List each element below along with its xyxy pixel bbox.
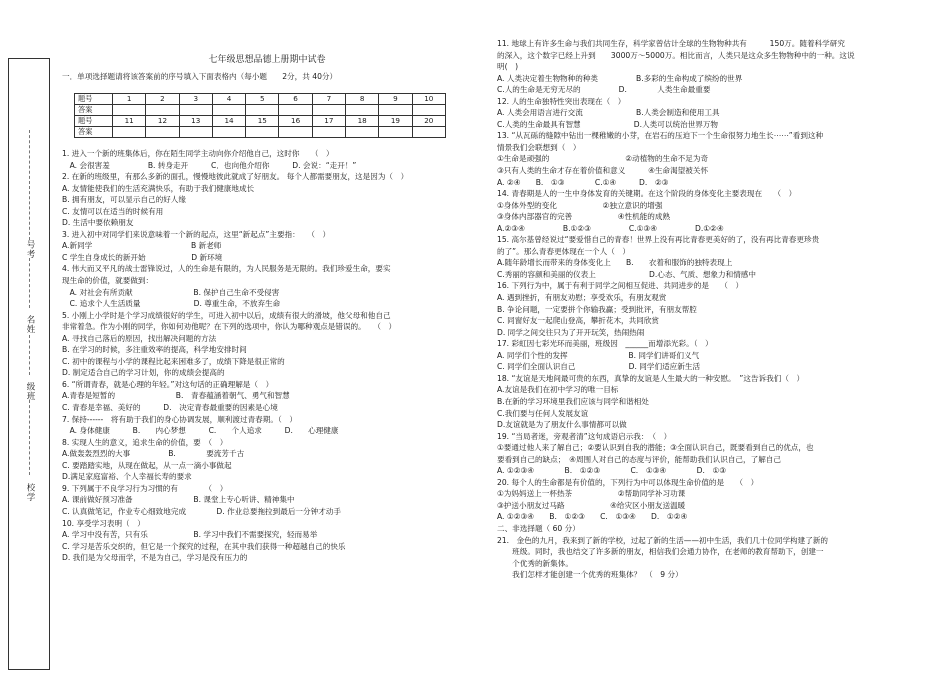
- question-line: A.友谊是我们在初中学习的唯一目标: [497, 385, 619, 395]
- question-line: C.我们要与任何人发展友谊: [497, 408, 589, 418]
- question-line: 19. “当局者迷，旁观者清”这句成语启示我： （ ）: [497, 431, 672, 441]
- answer-cell[interactable]: [212, 105, 245, 116]
- question-number-cell: 14: [212, 116, 245, 127]
- answer-cell[interactable]: [179, 105, 212, 116]
- table-row-label: 题号: [75, 116, 113, 127]
- question-line: D. 制定适合自己的学习计划，你的成绩会提高的: [62, 368, 225, 378]
- question-line: 7. 保持------ 将有助于我们的身心协调发展，顺利渡过青春期。（ ）: [62, 414, 297, 424]
- table-row-label: 答案: [75, 127, 113, 138]
- answer-cell[interactable]: [146, 127, 179, 138]
- question-line: A. 会很害羞 B. 转身走开 C．也向他介绍你 D. 会说：“走开！”: [62, 160, 357, 170]
- question-line: 14. 青春期是人的一生中身体发育的关键期。在这个阶段的身体变化主要表现在 （ ）: [497, 189, 797, 199]
- question-line: B. 争论问题，一定要拼个你输我赢；受到批评，有朋友帮腔: [497, 304, 697, 314]
- binding-label-class: 级班: [25, 382, 35, 401]
- question-number-cell: 17: [312, 116, 345, 127]
- question-line: 的深入，这个数字已经上升到 3000万～5000万。相比而言，人类只是这众多生物物种中的一种。这说: [497, 50, 855, 60]
- question-number-cell: 6: [279, 94, 312, 105]
- question-line: C.人类的生命最具有智慧 D.人类可以统治世界万物: [497, 119, 719, 129]
- dashed-seal-line: [29, 258, 30, 308]
- question-line: C. 学习是苦乐交织的，但它是一个探究的过程，在其中我们获得一种超越自己的快乐: [62, 541, 346, 551]
- question-number-cell: 1: [113, 94, 146, 105]
- question-line: D. 生活中要依赖朋友: [62, 218, 134, 228]
- question-line: 15. 高尔基曾经说过“要爱惜自己的青春！世界上没有再比青春更美好的了，没有再比青春更珍贵: [497, 235, 820, 245]
- question-line: 8. 实现人生的意义，追求生命的价值，要 （ ）: [62, 437, 228, 447]
- dashed-seal-line: [29, 130, 30, 240]
- question-line: 我们怎样才能创建一个优秀的班集体？ （ 9 分）: [497, 570, 683, 580]
- question-number-cell: 19: [379, 116, 412, 127]
- question-line: 18. “友谊是天地间最可贵的东西，真挚的友谊是人生最大的一种安慰。 ”这告诉我们（ ）: [497, 373, 805, 383]
- question-line: 12. 人的生命独特性突出表现在（ ）: [497, 96, 626, 106]
- question-line: ③只有人类的生命才存在着价值和意义 ④生命渴望被关怀: [497, 166, 709, 176]
- question-number-cell: 7: [312, 94, 345, 105]
- dashed-seal-line: [29, 335, 30, 375]
- question-line: A. ①②③④ B. ①②③ C. ①③④ D. ①③: [497, 466, 727, 476]
- question-line: A. 同学们个性的发挥 B. 同学们讲哥们义气: [497, 350, 700, 360]
- question-line: 20. 每个人的生命都是有价值的，下列行为中可以体现生命价值的是 （ ）: [497, 477, 759, 487]
- question-line: 21. 金色的九月，我来到了新的学校，过起了新的生活——初中生活，我们几十位同学构建了新的: [497, 535, 829, 545]
- question-line: C. 同学们全面认识自己 D. 同学们适应新生活: [497, 362, 701, 372]
- question-line: 个优秀的新集体。: [497, 558, 573, 568]
- question-number-cell: 3: [179, 94, 212, 105]
- question-line: A. 寻找自己落后的原因，找出解决问题的方法: [62, 333, 217, 343]
- section-one-title: 一．单项选择题请将该答案前的序号填入下面表格内（每小题 2分，共 40分）: [62, 72, 338, 81]
- question-line: 非常着急。作为小刚的同学，你如何劝他呢？在下列的选项中，你认为哪种观点是错误的。 （ ）: [62, 322, 397, 332]
- answer-cell[interactable]: [246, 105, 279, 116]
- question-number-cell: 10: [412, 94, 445, 105]
- question-line: D. 我们是为父母而学，不是为自己，学习是没有压力的: [62, 553, 248, 563]
- question-line: 1. 进入一个新的班集体后，你在陌生同学主动向你介绍他自己，这时你 （ ）: [62, 149, 334, 158]
- question-line: C.人的生命是无穷无尽的 D. 人类生命最重要: [497, 85, 711, 95]
- question-line: D. 同学之间交往只为了开开玩笑，热闹热闹: [497, 327, 645, 337]
- question-number-cell: 16: [279, 116, 312, 127]
- question-line: 11. 地球上有许多生命与我们共同生存，科学家曾估计全球的生物物种共有 150万。随着科学研究: [497, 39, 845, 48]
- question-line: 2. 在新的班级里，有那么多新的面孔，慢慢地彼此就成了好朋友。 每个人都需要朋友，这是因为（ ）: [62, 172, 409, 182]
- question-number-cell: 13: [179, 116, 212, 127]
- left-question-list: [62, 148, 472, 564]
- question-line: 9. 下列属于不良学习行为习惯的有 （ ）: [62, 483, 228, 493]
- binding-label-name: 名姓: [25, 315, 35, 334]
- question-line: A.新同学 B 新老师: [62, 241, 222, 251]
- question-line: D.友谊就是为了朋友什么事情都可以做: [497, 420, 627, 430]
- question-line: C. 友情可以在适当的时候有用: [62, 206, 164, 216]
- answer-cell[interactable]: [346, 105, 379, 116]
- question-line: 13. “从瓦砾的缝隙中钻出一棵稚嫩的小芽，在岩石的压迫下一个生命很努力地生长⋯⋯”看到这种: [497, 131, 824, 141]
- question-number-cell: 20: [412, 116, 445, 127]
- question-line: B.在新的学习环境里我们应该与同学和谐相处: [497, 396, 649, 406]
- question-number-cell: 18: [346, 116, 379, 127]
- question-line: 10. 享受学习表明（ ）: [62, 518, 145, 528]
- question-line: 情景我们会联想到（ ）: [497, 142, 581, 152]
- question-line: A.做轰轰烈烈的大事 B. 要流芳千古: [62, 449, 245, 459]
- answer-cell[interactable]: [113, 105, 146, 116]
- question-line: ①要通过他人来了解自己；②要认识到自我的潜能；③全面认识自己，既要看到自己的优点，也: [497, 443, 814, 453]
- binding-label-school: 校学: [25, 483, 35, 502]
- question-number-cell: 9: [379, 94, 412, 105]
- question-line: 4. 伟大而又平凡的战士雷锋说过，人的生命是有限的，为人民服务是无限的。我们珍爱生命，要实: [62, 264, 391, 274]
- question-line: ①身体外型的变化 ②独立意识的增强: [497, 200, 663, 210]
- right-column: [497, 0, 922, 581]
- question-line: 明( ): [497, 62, 519, 72]
- question-line: 现生命的价值，就要做到：: [62, 276, 154, 286]
- answer-cell[interactable]: [279, 105, 312, 116]
- question-line: A. 身体健康 B. 内心梦想 C. 个人追求 D. 心理健康: [62, 426, 339, 436]
- answer-cell[interactable]: [379, 127, 412, 138]
- table-row: [75, 127, 446, 138]
- right-question-list: [497, 38, 922, 581]
- table-row: [75, 105, 446, 116]
- question-line: C 学生自身成长的新开始 D 新环境: [62, 252, 223, 262]
- question-line: 5. 小刚上小学时是个学习成绩很好的学生，可进入初中以后，成绩有很大的滑坡，他父母和他自己: [62, 310, 391, 320]
- exam-title: 七年级思想品德上册期中试卷: [208, 55, 326, 65]
- question-line: C. 追求个人生活质量 D. 尊重生命，不放弃生命: [62, 299, 281, 309]
- question-line: C.秀丽的容颜和美丽的仪表上 D.心态、气质、想象力和情感中: [497, 269, 756, 279]
- question-line: A. 对社会有所贡献 B. 保护自己生命不受侵害: [62, 287, 280, 297]
- answer-cell[interactable]: [146, 105, 179, 116]
- question-line: 的了”。那么青春更体现在一个人（ ）: [497, 246, 631, 256]
- question-line: 要看到自己的缺点； ④周围人对自己的态度与评价，能帮助我们认识自己，了解自己: [497, 454, 781, 464]
- binding-label-id: 号考: [25, 240, 35, 259]
- answer-cell[interactable]: [279, 127, 312, 138]
- question-line: C. 初中的课程与小学的课程比起来困难多了，成绩下降是很正常的: [62, 356, 285, 366]
- question-line: ①为妈妈送上一杯热茶 ②帮助同学补习功课: [497, 489, 686, 499]
- question-line: A. 遇到挫折，有朋友劝慰；享受欢乐，有朋友观赏: [497, 293, 667, 303]
- question-number-cell: 2: [146, 94, 179, 105]
- question-line: A. 学习中没有苦，只有乐 B. 学习中我们不需要探究，轻而易举: [62, 530, 318, 540]
- question-line: A. 人类决定着生物物种的种类 B.多彩的生命构成了缤纷的世界: [497, 73, 743, 83]
- table-row-label: 题号: [75, 94, 113, 105]
- question-line: ③身体内部器官的完善 ④性机能的成熟: [497, 212, 671, 222]
- answer-cell[interactable]: [412, 105, 445, 116]
- table-row: [75, 94, 446, 105]
- answer-cell[interactable]: [379, 105, 412, 116]
- question-line: ③护送小朋友过马路 ④给灾区小朋友送温暖: [497, 500, 686, 510]
- answer-cell[interactable]: [212, 127, 245, 138]
- answer-cell[interactable]: [346, 127, 379, 138]
- question-line: A. 友情能使我们的生活充满快乐，有助于我们健康地成长: [62, 183, 255, 193]
- question-line: A.②③④ B.①②③ C.①③④ D.①②④: [497, 223, 724, 233]
- answer-cell[interactable]: [113, 127, 146, 138]
- question-number-cell: 5: [246, 94, 279, 105]
- question-line: 17. 彩虹因七彩光环而美丽，班级因 ______而增添光彩。（ ）: [497, 339, 713, 349]
- question-line: A. 人类会用语言进行交流 B.人类会制造和使用工具: [497, 108, 720, 118]
- question-line: ①生命是顽强的 ②动植物的生命不足为奇: [497, 154, 709, 164]
- answer-cell[interactable]: [179, 127, 212, 138]
- question-number-cell: 11: [113, 116, 146, 127]
- table-row: [75, 116, 446, 127]
- question-line: A.青春是短暂的 B. 青春蕴涵着朝气、勇气和智慧: [62, 391, 290, 401]
- answer-cell[interactable]: [412, 127, 445, 138]
- left-column: [62, 0, 472, 564]
- answer-table: [74, 93, 446, 138]
- question-number-cell: 4: [212, 94, 245, 105]
- question-line: B. 在学习的时候，多注重效率的提高，科学地安排时间: [62, 345, 247, 355]
- question-line: B. 拥有朋友，可以显示自己的好人缘: [62, 195, 186, 205]
- table-row-label: 答案: [75, 105, 113, 116]
- question-number-cell: 15: [246, 116, 279, 127]
- question-line: D.满足家庭富裕、个人幸福长寿的要求: [62, 472, 192, 482]
- answer-cell[interactable]: [312, 127, 345, 138]
- question-number-cell: 8: [346, 94, 379, 105]
- question-line: 16. 下列行为中，属于有利于同学之间相互促进、共同进步的是 （ ）: [497, 281, 744, 291]
- question-line: C. 同窗好友一起爬山登高，攀折花木，共同欣赏: [497, 316, 660, 326]
- question-line: A. ②④ B. ①③ C.①④ D. ②③: [497, 177, 669, 187]
- answer-cell[interactable]: [246, 127, 279, 138]
- question-line: A. 课前做好预习准备 B. 课堂上专心听讲、精神集中: [62, 495, 295, 505]
- question-line: 6. “所谓青春，就是心理的年轻。”对这句话的正确理解是（ ）: [62, 379, 274, 389]
- question-line: C. 要踏踏实地，从现在做起，从一点一滴小事做起: [62, 460, 232, 470]
- question-line: A.随年龄增长而带来的身体变化上 B. 衣着和服饰的独特表现上: [497, 258, 733, 268]
- question-line: C. 青春是幸福、美好的 D. 决定青春最重要的因素是心境: [62, 403, 278, 413]
- dashed-seal-line: [29, 400, 30, 475]
- question-line: 3. 进入初中对同学们来说意味着一个新的起点，这里“新起点”主要指： （ ）: [62, 229, 331, 239]
- question-line: C. 认真做笔记，作业专心细致地完成 D. 作业总要拖拉到最后一分钟才动手: [62, 506, 341, 516]
- question-number-cell: 12: [146, 116, 179, 127]
- answer-cell[interactable]: [312, 105, 345, 116]
- question-line: 二、非选择题（ 60 分）: [497, 523, 580, 533]
- question-line: 班级。同时，我也结交了许多新的朋友，相信我们会通力协作，在老师的教育帮助下，创建一: [497, 547, 824, 557]
- question-line: A. ①②③④ B. ①②③ C. ①③④ D. ①②④: [497, 512, 688, 522]
